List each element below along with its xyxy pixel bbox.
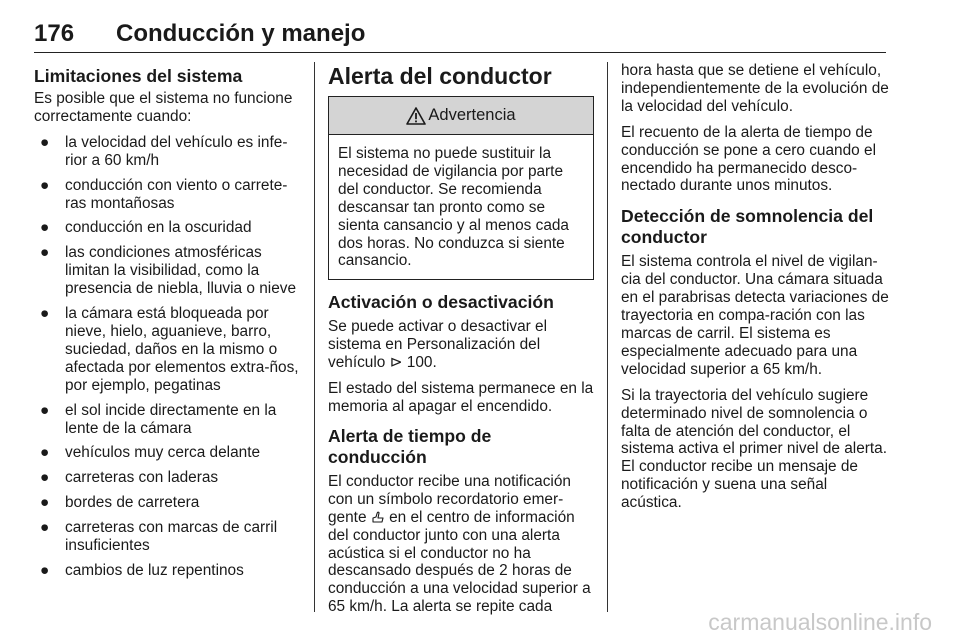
column-right <box>621 62 889 520</box>
bullet-icon: ● <box>40 401 50 419</box>
driving-time-paragraph: El conductor recibe una notificación con un símbolo recordatorio emer-gente en el centro de información del conductor junto con una alerta acústica si el conductor no ha descansado después de 2 horas de conducción a una velocidad superior a 65 km/h. La alerta se repite cada <box>328 472 591 616</box>
chapter-title: Conducción y manejo <box>116 20 366 47</box>
column-divider <box>607 62 608 612</box>
drowsiness-paragraph: El sistema controla el nivel de vigilan-cia del conductor. Una cámara situada en el parabrisas detecta variaciones de trayectoria en compa-ración con las marcas de carril. El sistema es especialmente adecuado para una velocidad superior a 65 km/h. <box>621 253 889 378</box>
page-reference-arrow-icon: ⊳ <box>389 354 403 372</box>
section-heading-drowsiness: Detección de somnolencia del conductor <box>621 206 874 248</box>
bullet-icon: ● <box>40 244 50 262</box>
bullet-icon: ● <box>40 444 50 462</box>
alert-paragraph: Si la trayectoria del vehículo sugiere determinado nivel de somnolencia o falta de atención del conductor, el sistema activa el primer nivel de alerta. El conductor recibe un mensaje de notificación y suena una señal acústica. <box>621 386 888 512</box>
section-heading-activation: Activación o desactivación <box>328 292 554 313</box>
list-item: ● bordes de carretera <box>40 494 200 512</box>
list-item: ● conducción con viento o carrete-ras montañosas <box>40 176 288 212</box>
list-item: ● vehículos muy cerca delante <box>40 444 261 462</box>
warning-box <box>328 96 594 280</box>
reset-paragraph: El recuento de la alerta de tiempo de conducción se pone a cero cuando el encendido ha permanecido desco-nectado durante unos minutos. <box>621 123 876 195</box>
limitations-intro: Es posible que el sistema no funcione correctamente cuando: <box>34 90 293 125</box>
bullet-icon: ● <box>40 519 50 537</box>
bullet-icon: ● <box>40 469 50 487</box>
list-item: ● carreteras con laderas <box>40 469 219 487</box>
reminder-hand-icon <box>371 510 385 524</box>
warning-header <box>329 97 593 135</box>
bullet-icon: ● <box>40 133 50 151</box>
warning-text: El sistema no puede sustituir la necesidad de vigilancia por parte del conductor. Se recomienda descansar tan pronto como se sienta cansancio y al menos cada dos horas. No conduzca si siente cansancio. <box>338 145 569 270</box>
list-item: ● la cámara está bloqueada por nieve, hielo, aguanieve, barro, suciedad, daños en la mismo o afectada por elementos extra-ños, por ejemplo, pegatinas <box>40 305 299 394</box>
bullet-icon: ● <box>40 561 50 579</box>
column-middle <box>328 62 594 624</box>
page-reference-number[interactable]: 100. <box>402 354 437 372</box>
list-item: ● carreteras con marcas de carril insuficientes <box>40 519 278 555</box>
limitations-list <box>34 134 302 580</box>
bullet-icon: ● <box>40 219 50 237</box>
repeat-paragraph: hora hasta que se detiene el vehículo, independientemente de la evolución de la velocidad del vehículo. <box>621 62 889 115</box>
list-item: ● cambios de luz repentinos <box>40 561 244 579</box>
bullet-icon: ● <box>40 305 50 323</box>
list-item: ● conducción en la oscuridad <box>40 219 252 237</box>
bullet-icon: ● <box>40 494 50 512</box>
column-divider <box>314 62 315 612</box>
watermark: carmanualsonline.info <box>708 609 932 635</box>
section-heading-limitations: Limitaciones del sistema <box>34 66 243 86</box>
bullet-icon: ● <box>40 176 50 194</box>
warning-triangle-icon <box>406 107 426 125</box>
page-header <box>34 18 886 53</box>
column-left <box>34 62 302 587</box>
list-item: ● el sol incide directamente en la lente de la cámara <box>40 401 277 437</box>
page-title: Alerta del conductor <box>328 63 552 89</box>
warning-label: Advertencia <box>428 105 516 124</box>
list-item: ● las condiciones atmosféricas limitan la visibilidad, como la presencia de niebla, lluvia o nieve <box>40 244 297 298</box>
activation-paragraph: Se puede activar o desactivar el sistema en Personalización del vehículo ⊳ 100. <box>328 318 548 372</box>
section-heading-driving-time: Alerta de tiempo de conducción <box>328 425 492 467</box>
memory-paragraph: El estado del sistema permanece en la memoria al apagar el encendido. <box>328 380 594 415</box>
list-item: ● la velocidad del vehículo es infe-rior a 60 km/h <box>40 133 288 169</box>
page-number: 176 <box>34 20 75 47</box>
